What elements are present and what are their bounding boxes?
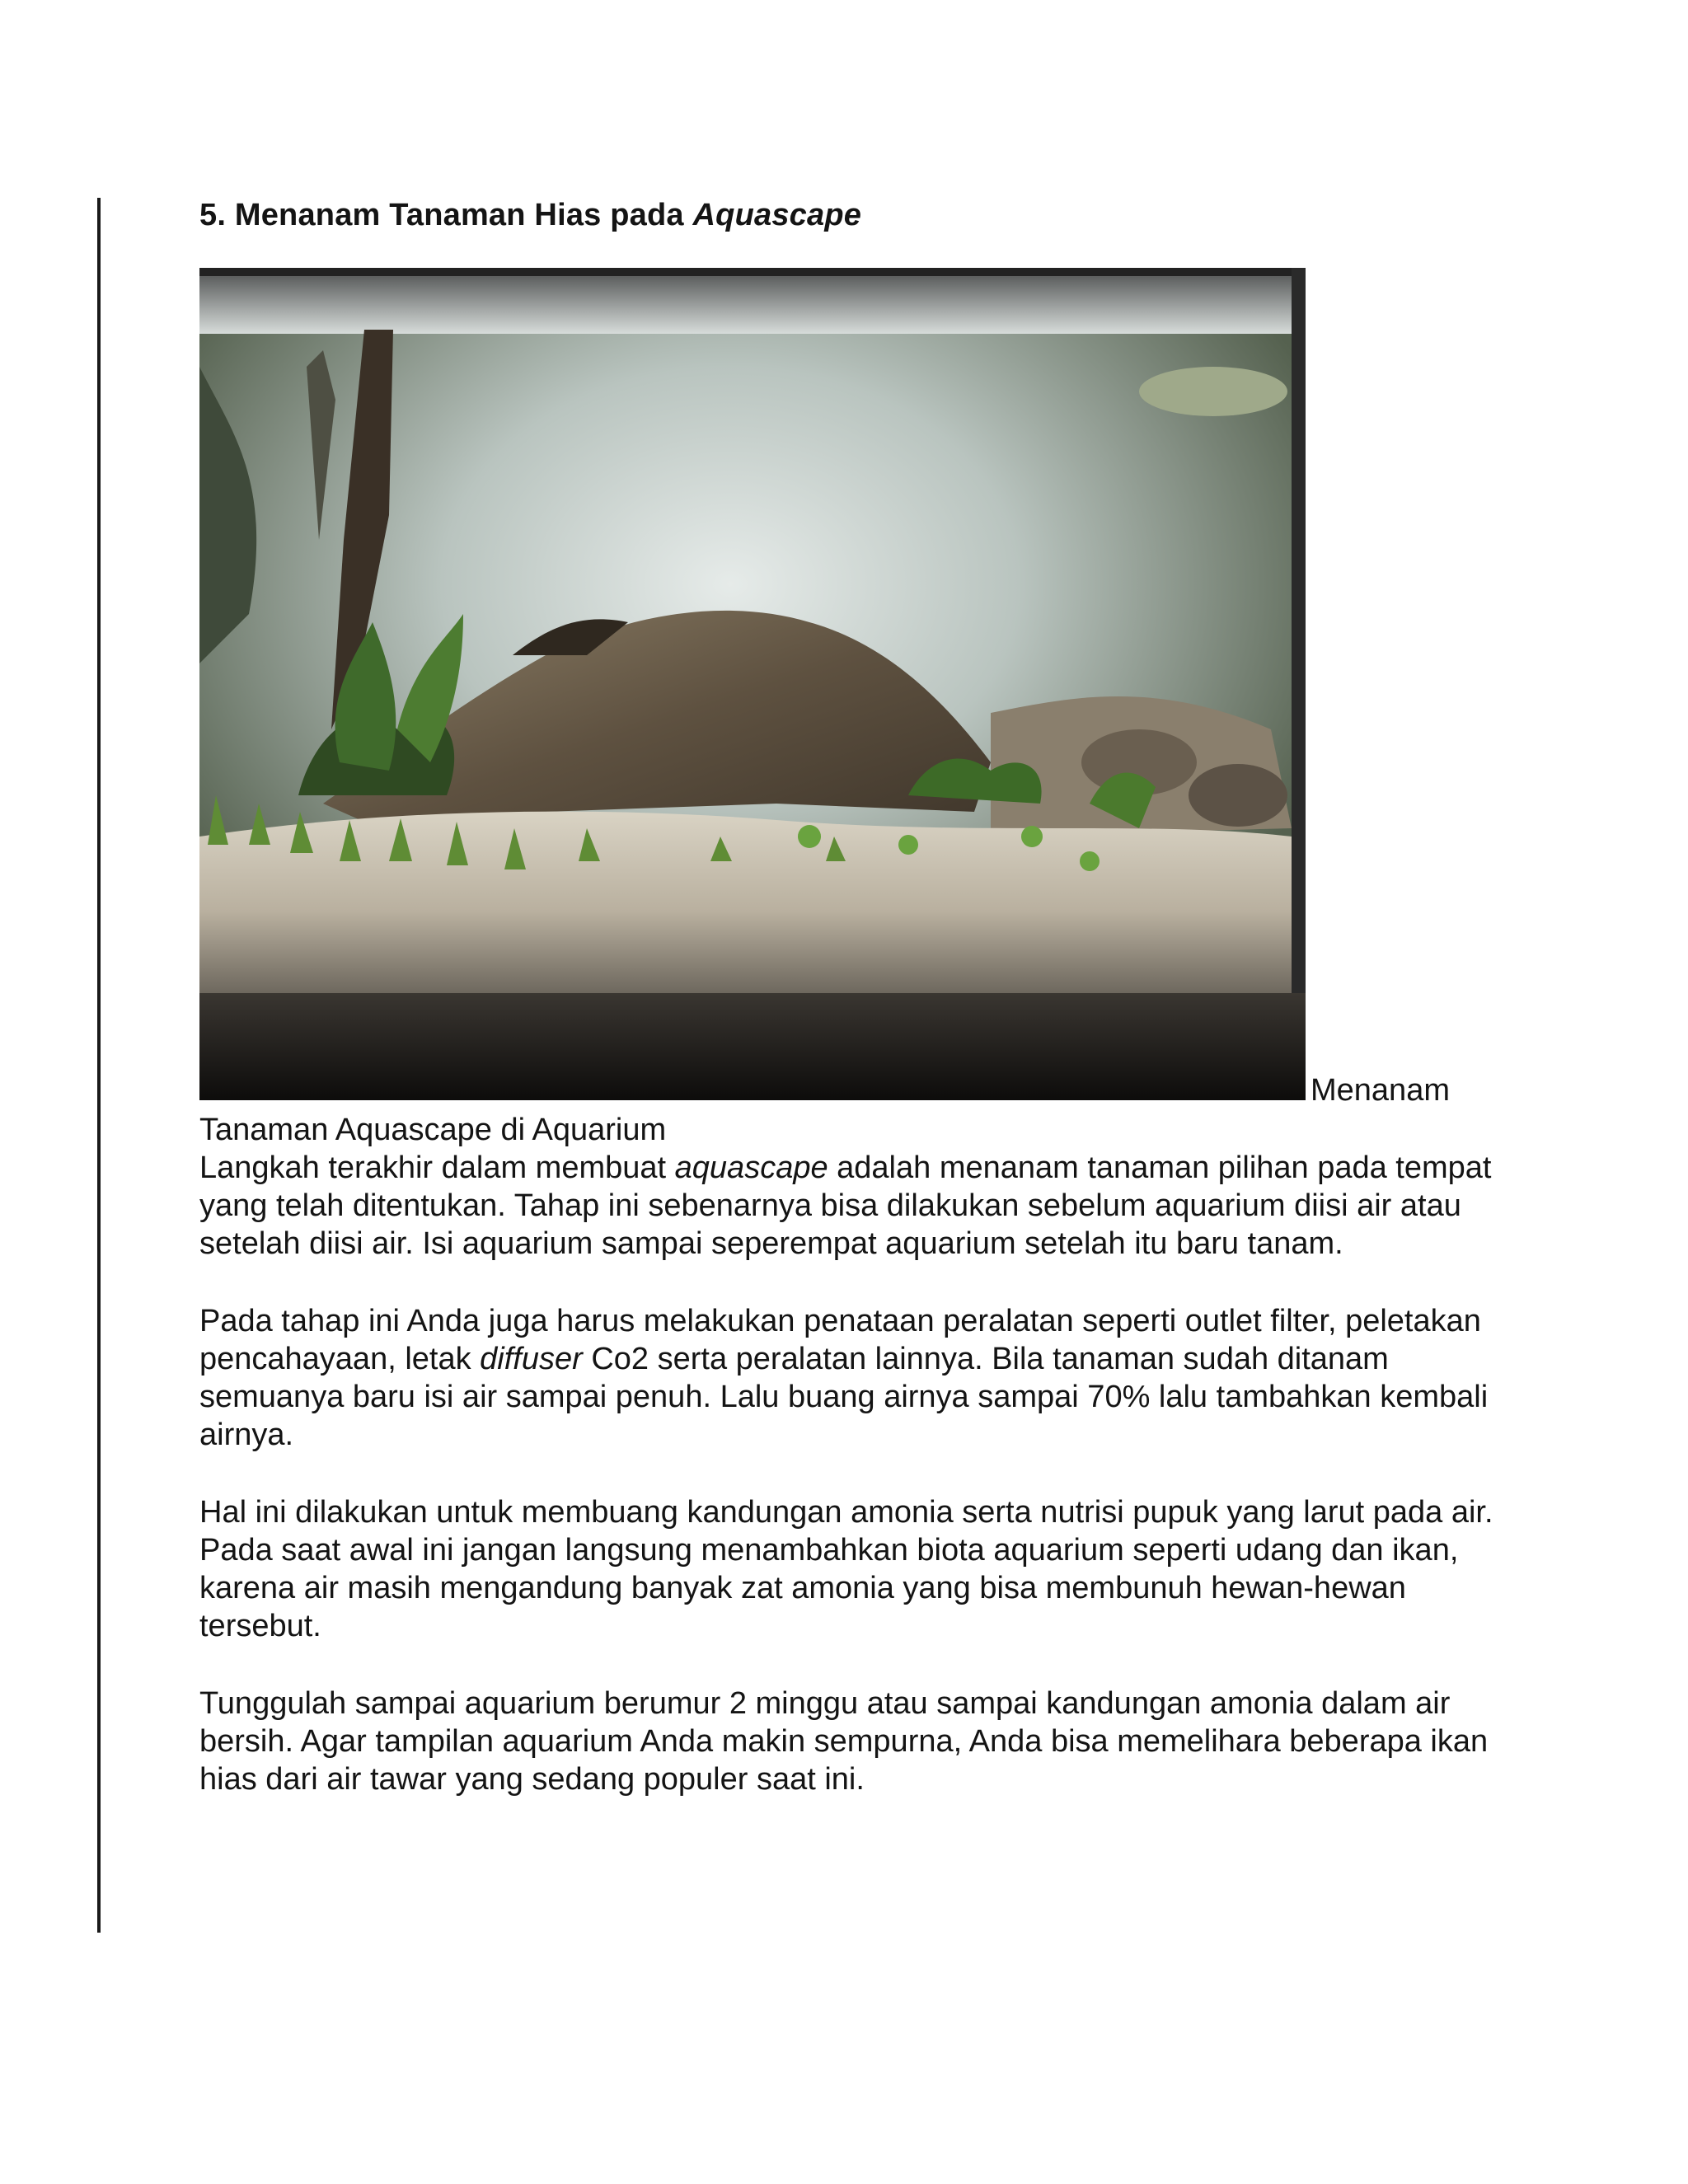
left-margin-rule [97, 198, 101, 1933]
paragraph-1-text-b: adalah menanam tanaman pilihan pada tempat yang telah ditentukan. Tahap ini sebenarnya bisa dilakukan sebelum aquarium diisi air atau setelah diisi air. Isi aquarium sampai seperempat aquarium setelah itu baru tanam. [199, 1151, 1492, 1261]
paragraph-2-text-a: Pada tahap ini Anda juga harus melakukan penataan peralatan seperti outlet filter, peletakan pencahayaan, letak [199, 1304, 1481, 1376]
paragraph-2-italic: diffuser [480, 1342, 583, 1376]
figure-caption-rest: Tanaman Aquascape di Aquarium [199, 1113, 667, 1147]
paragraph-3: Hal ini dilakukan untuk membuang kandungan amonia serta nutrisi pupuk yang larut pada air. Pada saat awal ini jangan langsung menambahkan biota aquarium seperti udang dan ikan, karena air masih mengandung banyak zat amonia yang bisa membunuh hewan-hewan tersebut. [199, 1495, 1493, 1643]
paragraph-2 [199, 1302, 1502, 1454]
paragraph-1-text-a: Langkah terakhir dalam membuat [199, 1151, 675, 1185]
heading-text: 5. Menanam Tanaman Hias pada [199, 198, 693, 232]
figure-caption-start: Menanam [1311, 1073, 1450, 1108]
aquascape-photo [199, 268, 1306, 1100]
paragraph-4: Tunggulah sampai aquarium berumur 2 minggu atau sampai kandungan amonia dalam air bersih. Agar tampilan aquarium Anda makin sempurna, Anda bisa memelihara beberapa ikan hias dari air tawar yang sedang populer saat ini. [199, 1686, 1489, 1797]
section-heading [199, 198, 861, 233]
heading-italic-text: Aquascape [692, 198, 862, 232]
paragraph-2-text-b: Co2 serta peralatan lainnya. Bila tanaman sudah ditanam semuanya baru isi air sampai penuh. Lalu buang airnya sampai 70% lalu tambahkan kembali airnya. [199, 1342, 1489, 1452]
paragraph-1 [199, 1149, 1502, 1263]
body-text [199, 1149, 1502, 1838]
paragraph-1-italic: aquascape [674, 1151, 828, 1185]
